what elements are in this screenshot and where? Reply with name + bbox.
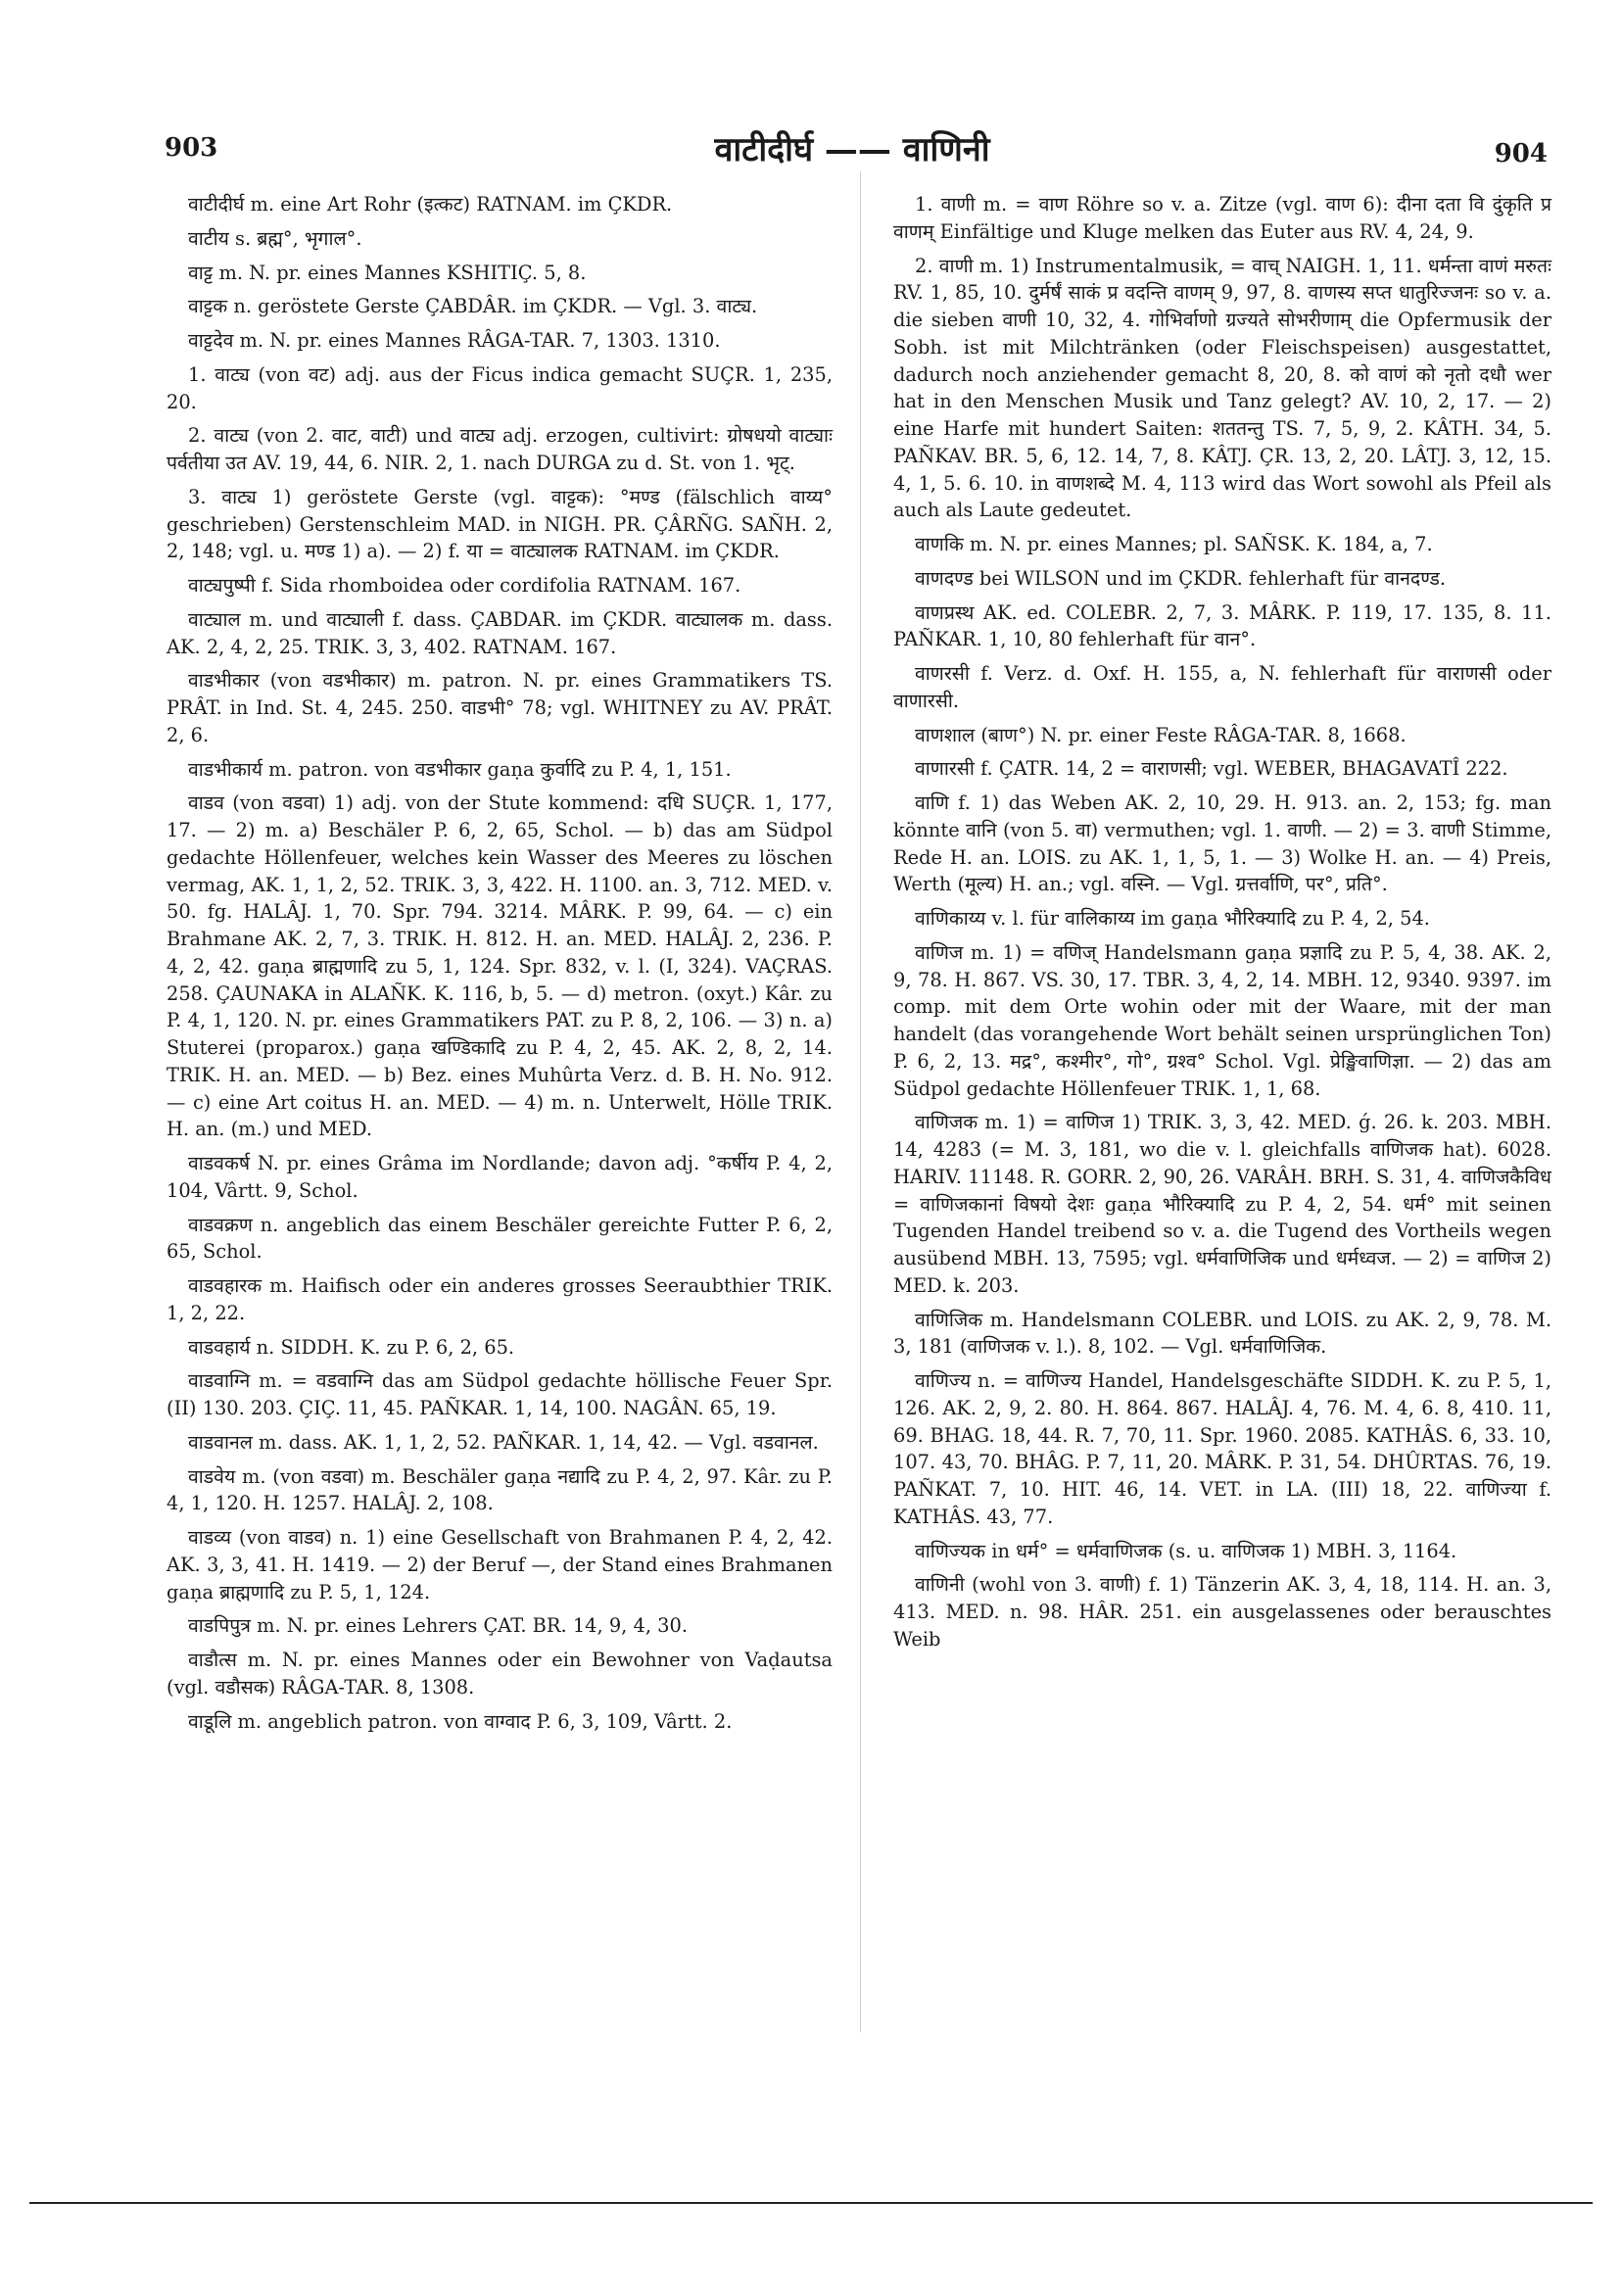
- dictionary-entry: वाणिजिक m. Handelsmann COLEBR. und LOIS. zu AK. 2, 9, 78. M. 3, 181 (वाणिजक v. l.). 8, 102. — Vgl. धर्मवाणिजिक.: [893, 1308, 1551, 1359]
- left-column: [167, 191, 833, 1742]
- dictionary-entry: वाट्यपुष्पी f. Sida rhomboidea oder cordifolia RATNAM. 167.: [188, 574, 741, 597]
- dictionary-entry: वाडवेय m. (von वडवा) m. Beschäler gaṇa नद्यादि zu P. 4, 2, 97. Kâr. zu P. 4, 1, 120. H. 1257. HALÂJ. 2, 108.: [167, 1464, 833, 1515]
- dictionary-entry: वाणिनी (wohl von 3. वाणी) f. 1) Tänzerin AK. 3, 4, 18, 114. H. an. 3, 413. MED. n. 98. HÂR. 251. ein ausgelassenes oder berauschtes Weib: [893, 1573, 1551, 1650]
- dictionary-entry: वाडौत्स m. N. pr. eines Mannes oder ein Bewohner von Vaḍautsa (vgl. वडौसक) RÂGA-TAR. 8, 1308.: [167, 1649, 833, 1698]
- dictionary-entry: 3. वाट्य 1) geröstete Gerste (vgl. वाट्टक): °मण्ड (fälschlich वाय्य° geschrieben) Gerstenschleim MAD. in NIGH. PR. ÇÂRÑG. SAÑH. 2, 2, 148; vgl. u. मण्ड 1) a). — 2) f. या = वाट्यालक RATNAM. im ÇKDR.: [167, 485, 833, 563]
- dictionary-entry: वाणप्रस्थ AK. ed. COLEBR. 2, 7, 3. MÂRK. P. 119, 17. 135, 8. 11. PAÑKAR. 1, 10, 80 fehlerhaft für वान°.: [893, 600, 1551, 651]
- dictionary-entry: वाडवहार्य n. SIDDH. K. zu P. 6, 2, 65.: [188, 1335, 515, 1359]
- dictionary-entry: वाडभीकार्य m. patron. von वडभीकार gaṇa कुर्वादि zu P. 4, 1, 151.: [188, 757, 732, 781]
- dictionary-entry: वाडव (von वडवा) 1) adj. von der Stute kommend: दधि SUÇR. 1, 177, 17. — 2) m. a) Beschäler P. 6, 2, 65, Schol. — b) das am Südpol gedachte Höllenfeuer, welches kein Wasser des Meeres zu löschen vermag, AK. 1, 1, 2, 52. TRIK. 3, 3, 422. H. 1100. an. 3, 712. MED. v. 50. fg. HALÂJ. 1, 70. Spr. 794. 3214. MÂRK. P. 99, 64. — c) ein Brahmane AK. 2, 7, 3. TRIK. H. 812. H. an. MED. HALÂJ. 2, 236. P. 4, 2, 42. gaṇa ब्राह्मणादि zu 5, 1, 124. Spr. 832, v. l. (I, 324). VAÇRAS. 258. ÇAUNAKA in ALAÑK. K. 116, b, 5. — d) metron. (oxyt.) Kâr. zu P. 4, 1, 120. N. pr. eines Grammatikers PAT. zu P. 8, 2, 106. — 3) n. a) Stuterei (proparox.) gaṇa खण्डिकादि zu P. 4, 2, 45. AK. 2, 8, 2, 14. TRIK. H. an. MED. — b) Bez. eines Muhûrta Verz. d. B. H. No. 912. — c) eine Art coitus H. an. MED. — 4) m. n. Unterwelt, Hölle TRIK. H. an. (m.) und MED.: [167, 791, 833, 1141]
- running-title: वाटीदीर्घ —— वाणिनी: [714, 130, 990, 169]
- dictionary-entry: 2. वाणी m. 1) Instrumentalmusik, = वाच् NAIGH. 1, 11. धर्मन्ता वाणं मरुतः RV. 1, 85, 10. दुर्मर्षं साकं प्र वदन्ति वाणम् 9, 97, 8. वाणस्य सप्त धातुरिज्जनः so v. a. die sieben वाणी 10, 32, 4. गोभिर्वाणो ग्रज्यते सोभरीणाम् die Opfermusik der Sobh. ist mit Milchtränken (oder Fleischspeisen) ausgestattet, dadurch noch anziehender gemacht 8, 20, 8. को वाणं को नृतो दधौ wer hat in den Menschen Musik und Tanz gelegt? AV. 10, 2, 17. — 2) eine Harfe mit hundert Saiten: शततन्तु TS. 7, 5, 9, 2. KÂTH. 34, 5. PAÑKAV. BR. 5, 6, 12. 14, 7, 8. KÂTJ. ÇR. 13, 2, 20. LÂTJ. 3, 12, 15. 4, 1, 5. 6. 10. in वाणशब्दे M. 4, 113 wird das Wort sowohl als Pfeil als auch als Laute gedeutet.: [893, 254, 1551, 522]
- page-number-left: 903: [165, 133, 218, 163]
- dictionary-entry: वाटीय s. ब्रह्म°, भृगाल°.: [188, 226, 362, 250]
- dictionary-entry: वाडवकर्ष N. pr. eines Grâma im Nordlande; davon adj. °कर्षीय P. 4, 2, 104, Vârtt. 9, Schol.: [167, 1152, 833, 1202]
- dictionary-entry: वाट्टक n. geröstete Gerste ÇABDÂR. im ÇKDR. — Vgl. 3. वाट्य.: [188, 295, 758, 318]
- dictionary-entry: वाट्टदेव m. N. pr. eines Mannes RÂGA-TAR. 7, 1303. 1310.: [188, 329, 721, 352]
- dictionary-entry: वाडवहारक m. Haifisch oder ein anderes grosses Seeraubthier TRIK. 1, 2, 22.: [167, 1274, 833, 1324]
- right-column: [893, 191, 1551, 1660]
- dictionary-entry: वाडभीकार (von वडभीकार) m. patron. N. pr. eines Grammatikers TS. PRÂT. in Ind. St. 4, 245. 250. वाडभी° 78; vgl. WHITNEY zu AV. PRÂT. 2, 6.: [167, 669, 833, 746]
- page-header: [157, 125, 1548, 184]
- dictionary-entry: वाणिज्य n. = वाणिज्य Handel, Handelsgeschäfte SIDDH. K. zu P. 5, 1, 126. AK. 2, 9, 2. 80. H. 864. 867. HALÂJ. 4, 76. M. 4, 6. 8, 410. 11, 69. BHAG. 18, 44. R. 7, 70, 11. Spr. 1960. 2085. KATHÂS. 6, 33. 10, 107. 43, 70. BHÂG. P. 7, 11, 20. MÂRK. P. 31, 54. DHÛRTAS. 76, 19. PAÑKAT. 7, 10. HIT. 46, 14. VET. in LA. (III) 18, 22. वाणिज्या f. KATHÂS. 43, 77.: [893, 1369, 1551, 1528]
- dictionary-entry: वाणदण्ड bei WILSON und im ÇKDR. fehlerhaft für वानदण्ड.: [915, 566, 1446, 590]
- footer-rule: [29, 2202, 1593, 2204]
- dictionary-entry: वाट्याल m. und वाट्याली f. dass. ÇABDAR. im ÇKDR. वाट्यालक m. dass. AK. 2, 4, 2, 25. TRIK. 3, 3, 402. RATNAM. 167.: [167, 607, 833, 658]
- dictionary-entry: 2. वाट्य (von 2. वाट, वाटी) und वाट्य adj. erzogen, cultivirt: ग्रोषधयो वाट्याः पर्वतीया उत AV. 19, 44, 6. NIR. 2, 1. nach DURGA zu d. St. von 1. भृट्.: [167, 424, 833, 474]
- column-divider: [860, 171, 861, 2033]
- dictionary-entry: 1. वाट्य (von वट) adj. aus der Ficus indica gemacht SUÇR. 1, 235, 20.: [167, 362, 833, 413]
- page-number-right: 904: [1494, 139, 1548, 168]
- dictionary-entry: वाडवाग्नि m. = वडवाग्नि das am Südpol gedachte höllische Feuer Spr. (II) 130. 203. ÇIÇ. 11, 45. PAÑKAR. 1, 14, 100. NAGÂN. 65, 19.: [167, 1369, 833, 1419]
- dictionary-entry: वाणि f. 1) das Weben AK. 2, 10, 29. H. 913. an. 2, 153; fg. man könnte वानि (von 5. वा) vermuthen; vgl. 1. वाणी. — 2) = 3. वाणी Stimme, Rede H. an. LOIS. zu AK. 1, 1, 5, 1. — 3) Wolke H. an. — 4) Preis, Werth (मूल्य) H. an.; vgl. वस्नि. — Vgl. ग्रत्तर्वाणि, पर°, प्रति°.: [893, 791, 1551, 896]
- dictionary-entry: 1. वाणी m. = वाण Röhre so v. a. Zitze (vgl. वाण 6): दीना दता वि दुंकृति प्र वाणम् Einfältige und Kluge melken das Euter aus RV. 4, 24, 9.: [893, 193, 1551, 243]
- dictionary-entry: वाणिज्यक in धर्म° = धर्मवाणिजक (s. u. वाणिजक 1) MBH. 3, 1164.: [915, 1539, 1457, 1562]
- dictionary-entry: वाट्ट m. N. pr. eines Mannes KSHITIÇ. 5, 8.: [188, 261, 587, 284]
- dictionary-entry: वाणारसी f. ÇATR. 14, 2 = वाराणसी; vgl. WEBER, BHAGAVATÎ 222.: [915, 757, 1508, 781]
- dictionary-entry: वाडवानल m. dass. AK. 1, 1, 2, 52. PAÑKAR. 1, 14, 42. — Vgl. वडवानल.: [188, 1430, 819, 1454]
- dictionary-entry: वाटीदीर्घ m. eine Art Rohr (इत्कट) RATNAM. im ÇKDR.: [188, 193, 673, 215]
- dictionary-entry: वाणशाल (बाण°) N. pr. einer Feste RÂGA-TAR. 8, 1668.: [915, 723, 1407, 746]
- dictionary-entry: वाणिजक m. 1) = वाणिज 1) TRIK. 3, 3, 42. MED. ǵ. 26. k. 203. MBH. 14, 4283 (= M. 3, 181, wo die v. l. gleichfalls वाणिजक hat). 6028. HARIV. 11148. R. GORR. 2, 90, 26. VARÂH. BRH. S. 31, 4. वाणिजकैविध = वाणिजकानां विषयो देशः gaṇa भौरिक्यादि zu P. 4, 2, 54. धर्म° mit seinen Tugenden Handel treibend so v. a. die Tugend des Vortheils wegen ausübend MBH. 13, 7595; vgl. धर्मवाणिजिक und धर्मध्वज. — 2) = वाणिज 2) MED. k. 203.: [893, 1111, 1551, 1297]
- dictionary-entry: वाडव्य (von वाडव) n. 1) eine Gesellschaft von Brahmanen P. 4, 2, 42. AK. 3, 3, 41. H. 1419. — 2) der Beruf —, der Stand eines Brahmanen gaṇa ब्राह्मणादि zu P. 5, 1, 124.: [167, 1526, 833, 1603]
- dictionary-entry: वाडूलि m. angeblich patron. von वाग्वाद P. 6, 3, 109, Vârtt. 2.: [188, 1709, 733, 1733]
- dictionary-entry: वाणरसी f. Verz. d. Oxf. H. 155, a, N. fehlerhaft für वाराणसी oder वाणारसी.: [893, 662, 1551, 712]
- dictionary-entry: वाडपिपुत्र m. N. pr. eines Lehrers ÇAT. BR. 14, 9, 4, 30.: [188, 1614, 688, 1638]
- dictionary-entry: वाणिज m. 1) = वणिज् Handelsmann gaṇa प्रज्ञादि zu P. 5, 4, 38. AK. 2, 9, 78. H. 867. VS. 30, 17. TBR. 3, 4, 2, 14. MBH. 12, 9340. 9397. im comp. mit dem Orte wohin oder mit der Waare, mit der man handelt (das vorangehende Wort behält seinen ursprünglichen Ton) P. 6, 2, 13. मद्र°, कश्मीर°, गो°, ग्रश्व° Schol. Vgl. प्रेङ्खिवाणिज्ञा. — 2) das am Südpol gedachte Höllenfeuer TRIK. 1, 1, 68.: [893, 940, 1551, 1100]
- dictionary-entry: वाणिकाय्य v. l. für वालिकाय्य im gaṇa भौरिक्यादि zu P. 4, 2, 54.: [915, 907, 1430, 930]
- dictionary-entry: वाडवक्रण n. angeblich das einem Beschäler gereichte Futter P. 6, 2, 65, Schol.: [167, 1213, 833, 1264]
- dictionary-entry: वाणकि m. N. pr. eines Mannes; pl. SAÑSK. K. 184, a, 7.: [915, 533, 1433, 555]
